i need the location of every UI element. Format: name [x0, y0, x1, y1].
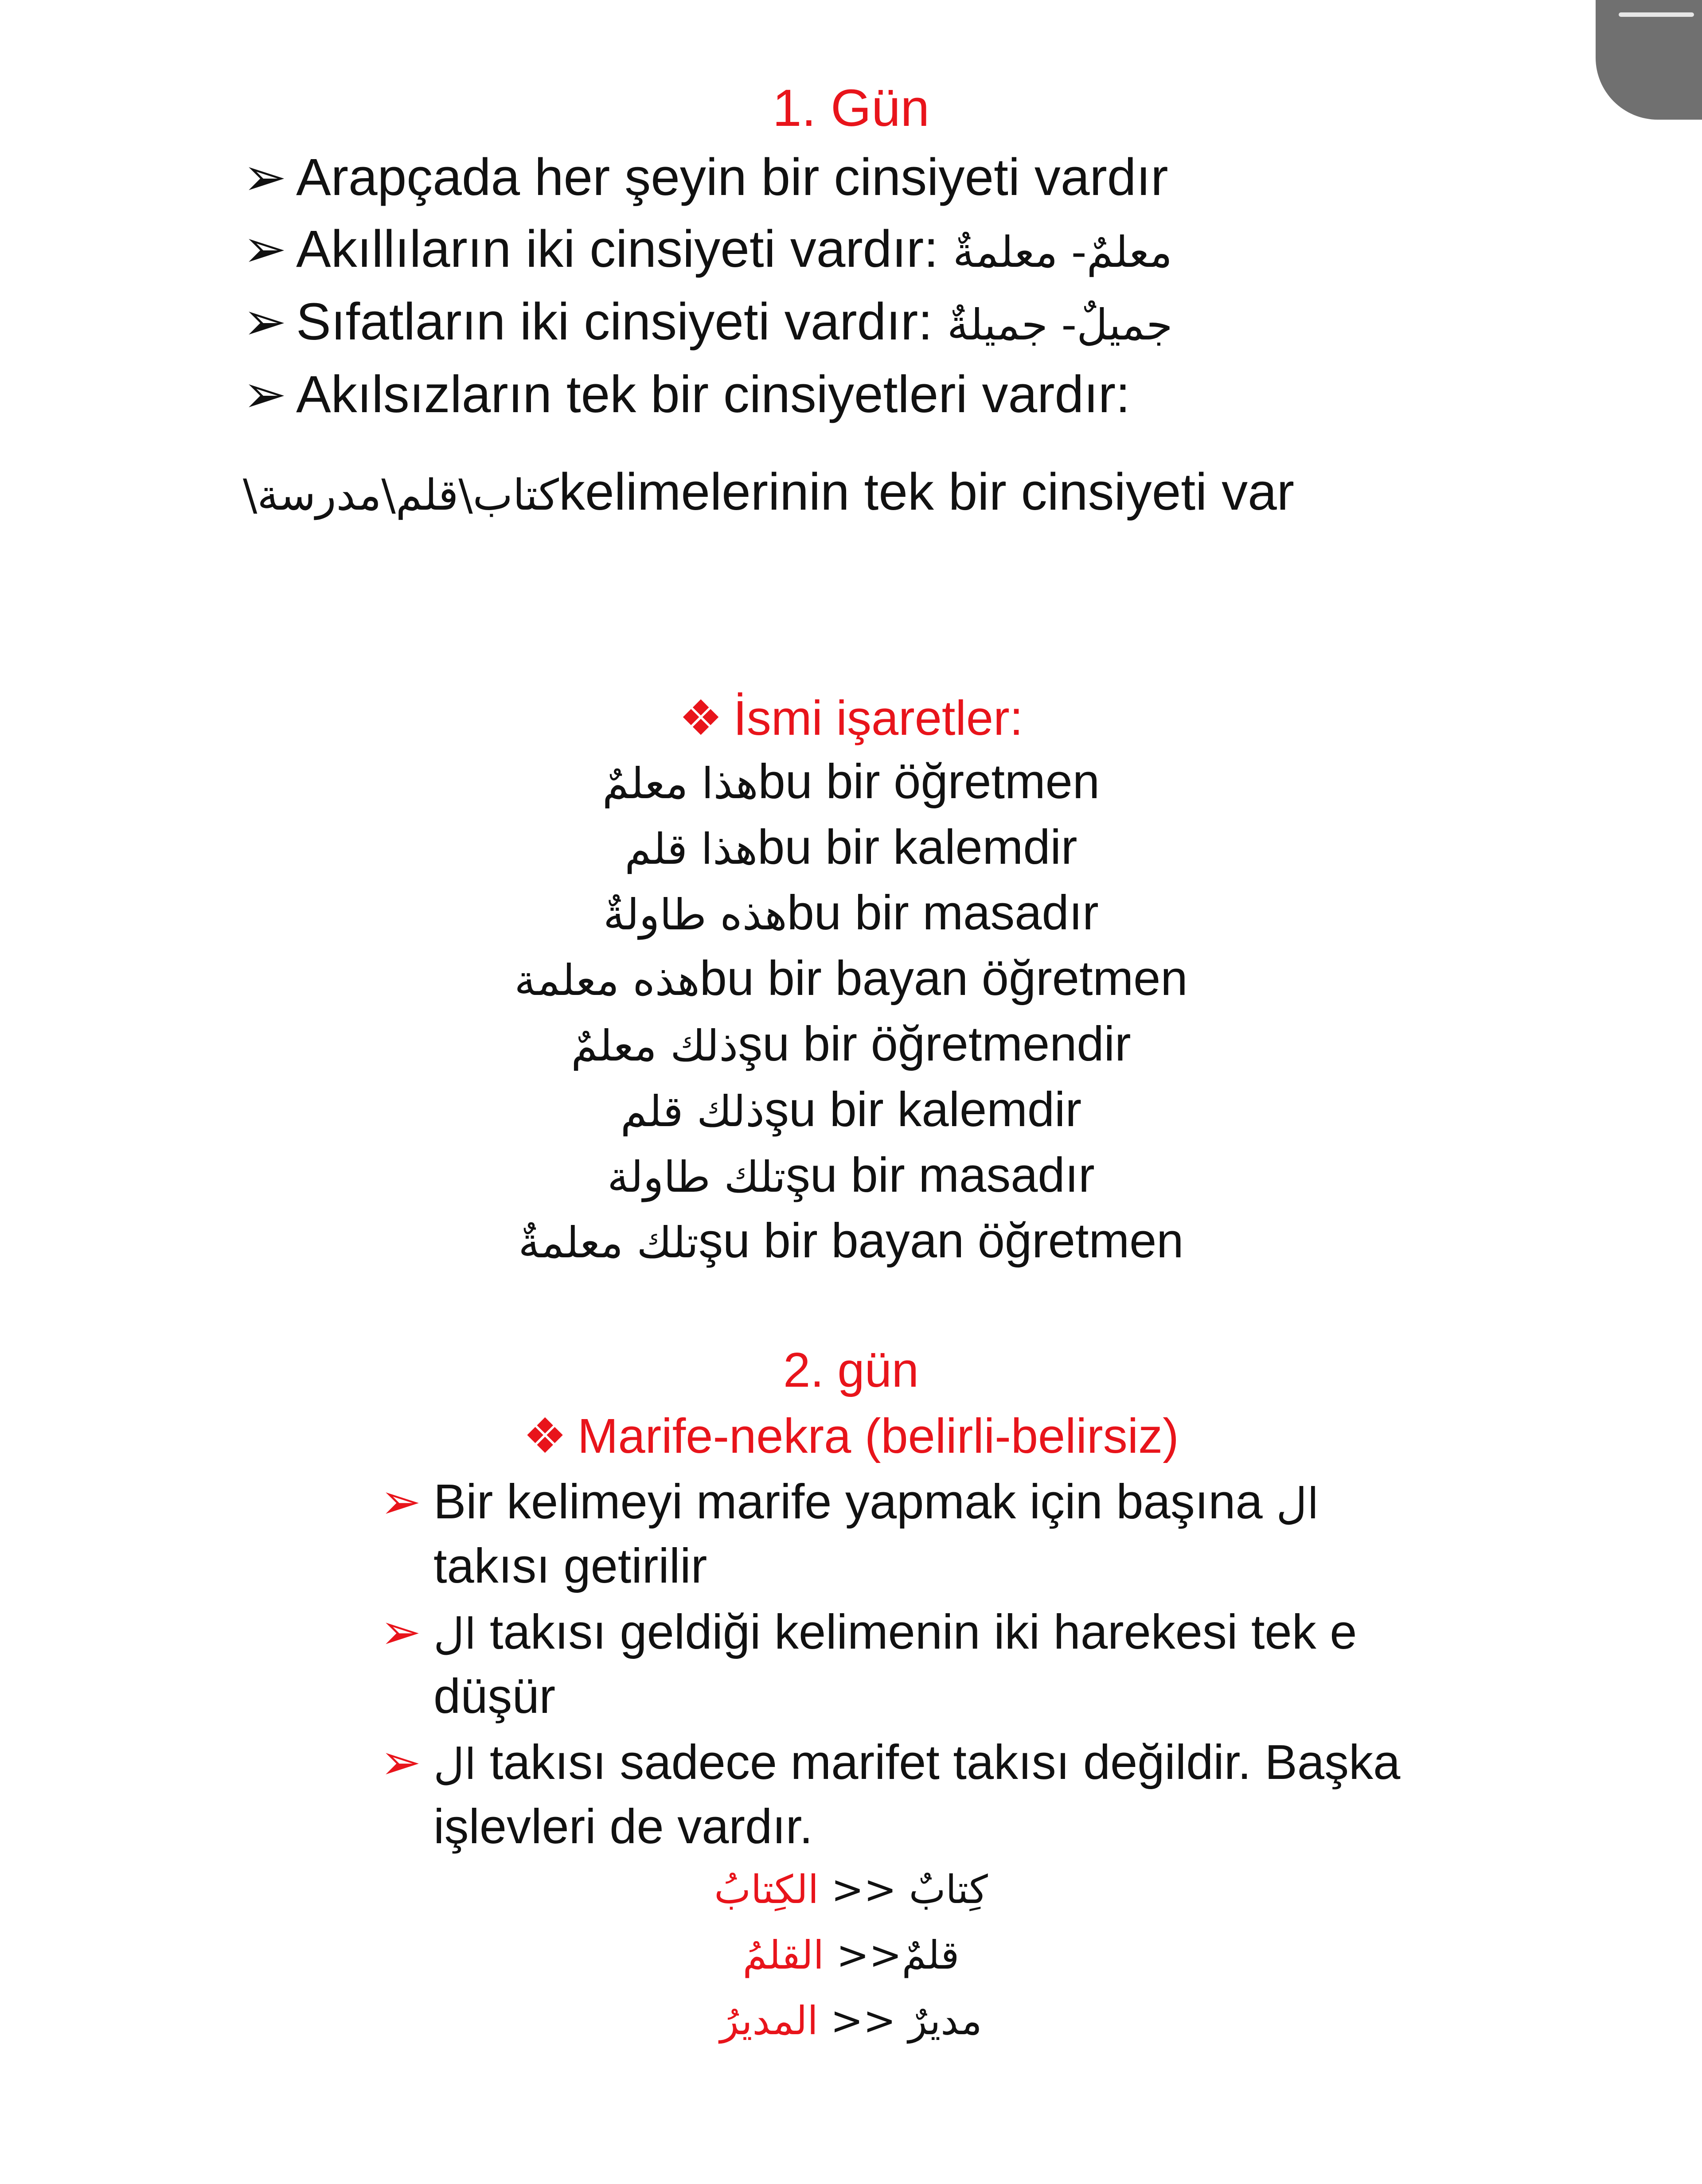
day2-bullet-3: ➢ ال takısı sadece marifet takısı değildir. Başka — [380, 1734, 1400, 1790]
example-2: قلمٌ>> القلمُ — [742, 1932, 960, 1978]
diamond-icon: ❖ — [523, 1409, 567, 1463]
day1-bullet-3: ➢ Sıfatların iki cinsiyeti vardır: جميلٌ- جميلةٌ — [243, 291, 1173, 352]
day2-heading: 2. gün — [783, 1343, 919, 1397]
tab-handle-icon — [1619, 12, 1694, 17]
isaret-line-1: هذا معلمٌbu bir öğretmen — [602, 754, 1100, 809]
isaret-line-2: هذا قلمbu bir kalemdir — [625, 820, 1077, 874]
day1-bullet-2: ➢ Akıllıların iki cinsiyeti vardır: معلمٌ- معلمةٌ — [243, 218, 1172, 279]
arrowhead-icon: ➢ — [243, 365, 287, 424]
arrowhead-icon: ➢ — [243, 148, 287, 207]
isaret-line-4: هذه معلمةbu bir bayan öğretmen — [514, 951, 1188, 1006]
day2-subheading: ❖ Marife-nekra (belirli-belirsiz) — [0, 1408, 1702, 1464]
arrowhead-icon: ➢ — [243, 292, 287, 351]
isaret-line-3: هذه طاولةٌbu bir masadır — [603, 885, 1099, 940]
arabic-text: معلمٌ- معلمةٌ — [952, 227, 1172, 277]
arrowhead-icon: ➢ — [380, 1735, 422, 1790]
day2-bullet-2-cont: düşür — [433, 1669, 556, 1724]
day1-bullet-1: ➢ Arapçada her şeyin bir cinsiyeti vardır — [243, 146, 1168, 207]
arrowhead-icon: ➢ — [380, 1605, 422, 1659]
example-1: كِتابٌ >> الكِتابُ — [714, 1867, 988, 1912]
isaret-line-7: تلك طاولةşu bir masadır — [607, 1148, 1095, 1202]
day1-heading: 1. Gün — [772, 79, 930, 137]
isaret-line-6: ذلك قلمşu bir kalemdir — [620, 1082, 1082, 1137]
day2-bullet-1: ➢ Bir kelimeyi marife yapmak için başına ال — [380, 1473, 1319, 1530]
arrowhead-icon: ➢ — [380, 1474, 422, 1529]
day1-bullet-4: ➢ Akılsızların tek bir cinsiyetleri vardır: — [243, 363, 1130, 425]
day2-bullet-1-cont: takısı getirilir — [433, 1539, 707, 1593]
day2-bullet-2: ➢ ال takısı geldiği kelimenin iki harekesi tek e — [380, 1603, 1357, 1660]
diamond-icon: ❖ — [679, 691, 723, 745]
example-3: مديرٌ >> المديرُ — [720, 1998, 982, 2044]
isaret-line-8: تلك معلمةٌşu bir bayan öğretmen — [518, 1213, 1184, 1268]
day1-note: كتاب\قلم\مدرسة\kelimelerinin tek bir cinsiyeti var — [243, 463, 1295, 521]
arrowhead-icon: ➢ — [243, 220, 287, 278]
arabic-word-list: كتاب\قلم\مدرسة\ — [243, 470, 559, 520]
arabic-text: جميلٌ- جميلةٌ — [947, 300, 1173, 350]
isaret-line-5: ذلك معلمٌşu bir öğretmendir — [571, 1017, 1131, 1071]
day2-bullet-3-cont: işlevleri de vardır. — [433, 1799, 813, 1854]
isim-isaret-heading: ❖ İsmi işaretler: — [0, 690, 1702, 746]
